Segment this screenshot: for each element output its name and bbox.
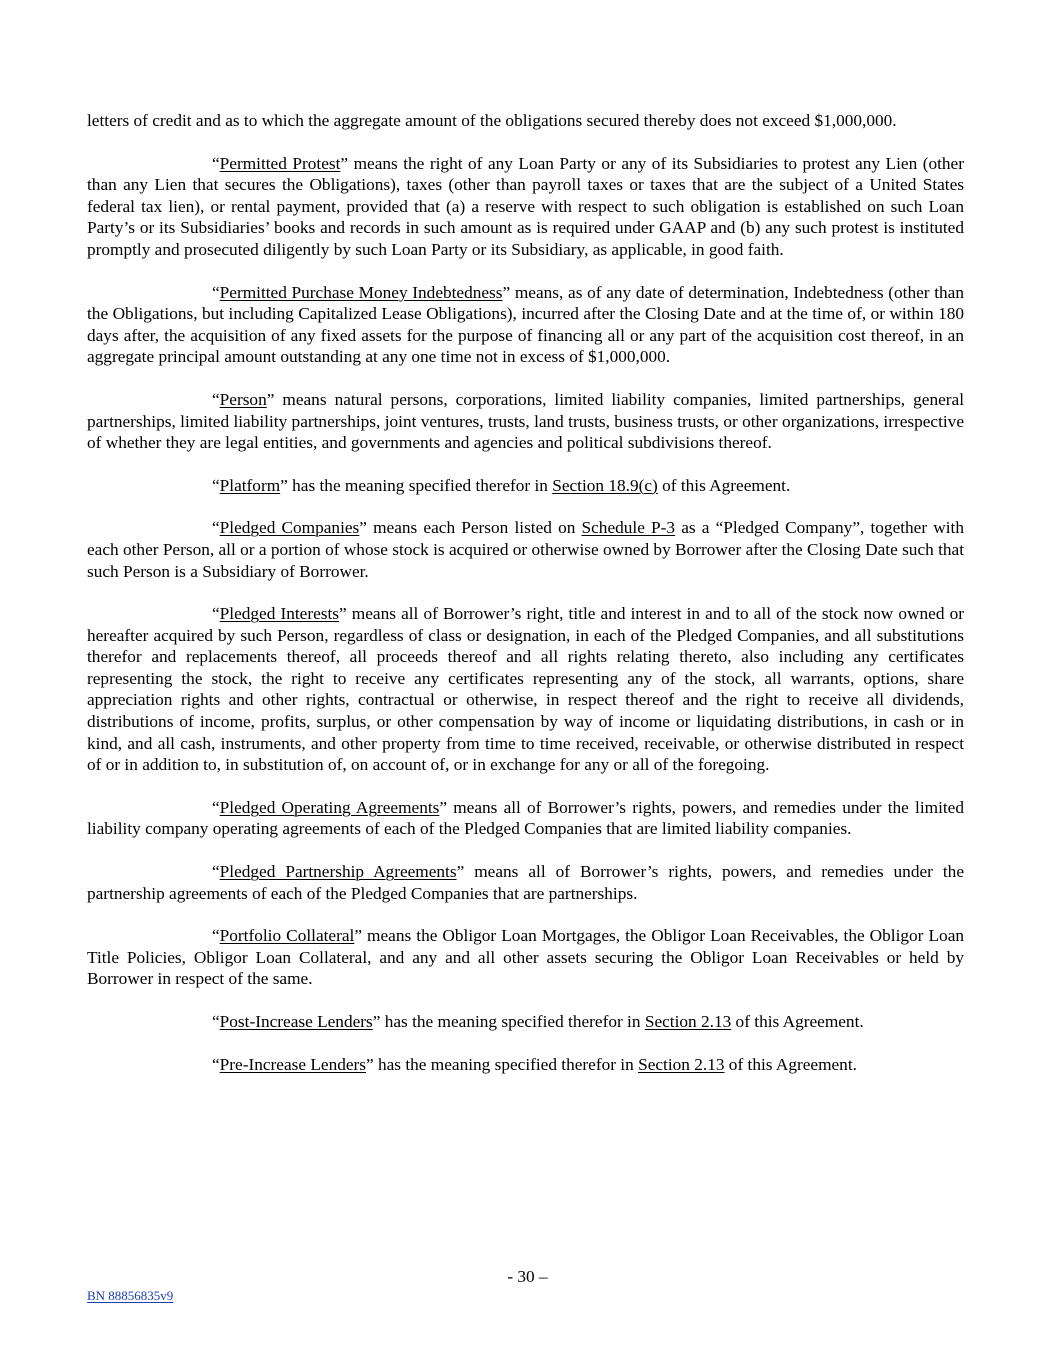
defined-term: Post-Increase Lenders bbox=[219, 1012, 373, 1031]
continuation-paragraph: letters of credit and as to which the aggregate amount of the obligations secured thereby does not exceed $1,000,000. bbox=[87, 111, 897, 130]
definition-text: means all of Borrower’s rights, powers, and remedies under the limited liability company operating agreements of each of the Pledged Companies that are limited liability companies. bbox=[87, 797, 964, 839]
defined-term: Platform bbox=[219, 475, 281, 495]
definition-text: means the Obligor Loan Mortgages, the Obligor Loan Receivables, the Obligor Loan Title Policies, Obligor Loan Collateral, and any and all other assets securing the Obligor Loan Receivables or held by Borrower in respect of the same. bbox=[87, 926, 965, 989]
page-number: - 30 – bbox=[507, 1267, 548, 1286]
definition-pledged-partnership-agreements: “Pledged Partnership Agreements” means all of Borrower’s rights, powers, and remedies under the partnership agreements of each of the Pledged Companies that are partnerships. bbox=[87, 862, 964, 903]
definition-text: means all of Borrower’s rights, powers, and remedies under the partnership agreements of each of the Pledged Companies that are partnerships. bbox=[87, 862, 964, 903]
definition-pledged-operating-agreements: “Pledged Operating Agreements” means all of Borrower’s rights, powers, and remedies under the limited liability company operating agreements of each of the Pledged Companies that are limited liability companies. bbox=[87, 797, 964, 839]
defined-term: Pledged Partnership Agreements bbox=[219, 862, 457, 882]
definition-permitted-protest: “Permitted Protest” means the right of any Loan Party or any of its Subsidiaries to protest any Lien (other than any Lien that secures the Obligations), taxes (other than payroll taxes or taxes that are the subject of a United States federal tax lien), or rental payment, provided that (a) a reserve with respect to such obligation is established on such Loan Party’s or its Subsidiaries’ books and records in such amount as is required under GAAP and (b) any such protest is instituted promptly and prosecuted diligently by such Loan Party or its Subsidiary, as applicable, in good faith. bbox=[87, 153, 964, 259]
defined-term: Permitted Protest bbox=[219, 153, 341, 173]
defined-term: Pledged Operating Agreements bbox=[219, 797, 440, 817]
defined-term: Pledged Interests bbox=[219, 604, 340, 624]
definition-pledged-interests: “Pledged Interests” means all of Borrower’s right, title and interest in and to all of the stock now owned or hereafter acquired by such Person, regardless of class or designation, in each of the Pledged Companies, and all substitutions therefor and replacements thereof, all proceeds thereof and all rights relating thereto, also including any certificates representing the stock, the right to receive any certificates representing any of the stock, all warrants, options, share appreciation rights and other rights, contractual or otherwise, in respect thereof and the right to receive all dividends, distributions of income, profits, surplus, or other compensation by way of income or liquidating distributions, in cash or in kind, and all cash, instruments, and other property from time to time received, receivable, or otherwise distributed in respect of or in addition to, in substitution of, on account of, or in exchange for any or all of the foregoing. bbox=[87, 604, 964, 775]
section-reference: Section 18.9(c) bbox=[552, 475, 658, 495]
defined-term: Pledged Companies bbox=[219, 518, 360, 538]
section-reference: Section 2.13 bbox=[644, 1012, 732, 1031]
definition-pre-increase-lenders: “Pre-Increase Lenders” has the meaning specified therefor in Section 2.13 of this Agreement. bbox=[212, 1054, 857, 1074]
definition-permitted-purchase-money-indebtedness: “Permitted Purchase Money Indebtedness” means, as of any date of determination, Indebtedness (other than the Obligations, but including Capitalized Lease Obligations), incurred after the Closing Date and at the time of, or within 180 days after, the acquisition of any fixed assets for the purpose of financing all or any part of the acquisition cost thereof, in an aggregate principal amount outstanding at any one time not in excess of $1,000,000. bbox=[87, 282, 964, 367]
section-reference: Section 2.13 bbox=[638, 1054, 725, 1074]
defined-term: Pre-Increase Lenders bbox=[219, 1054, 366, 1074]
definition-post-increase-lenders: “Post-Increase Lenders” has the meaning specified therefor in Section 2.13 of this Agreement. bbox=[212, 1012, 864, 1031]
definition-text: means all of Borrower’s right, title and interest in and to all of the stock now owned or hereafter acquired by such Person, regardless of class or designation, in each of the Pledged Companies, and all substitutions therefor and replacements thereof, all proceeds thereof and all rights relating thereto, also including any certificates representing the stock, the right to receive any certificates representing any of the stock, all warrants, options, share appreciation rights and other rights, contractual or otherwise, in respect thereof and the right to receive all dividends, distributions of income, profits, surplus, or other compensation by way of income or liquidating distributions, in cash or in kind, and all cash, instruments, and other property from time to time received, receivable, or otherwise distributed in respect of or in addition to, in substitution of, on account of, or in exchange for any or all of the foregoing. bbox=[87, 604, 964, 775]
definition-platform: “Platform” has the meaning specified therefor in Section 18.9(c) of this Agreement. bbox=[212, 475, 791, 495]
definition-pledged-companies: “Pledged Companies” means each Person listed on Schedule P-3 as a “Pledged Company”, together with each other Person, all or a portion of whose stock is acquired or otherwise owned by Borrower after the Closing Date such that such Person is a Subsidiary of Borrower. bbox=[87, 518, 964, 581]
defined-term: Permitted Purchase Money Indebtedness bbox=[219, 282, 503, 302]
document-id-link[interactable]: BN 88856835v9 bbox=[87, 1288, 174, 1303]
definition-portfolio-collateral: “Portfolio Collateral” means the Obligor Loan Mortgages, the Obligor Loan Receivables, the Obligor Loan Title Policies, Obligor Loan Collateral, and any and all other assets securing the Obligor Loan Receivables or held by Borrower in respect of the same. bbox=[87, 926, 965, 989]
defined-term: Person bbox=[219, 389, 267, 409]
definition-text: means, as of any date of determination, Indebtedness (other than the Obligations, but including Capitalized Lease Obligations), incurred after the Closing Date and at the time of, or within 180 days after, the acquisition of any fixed assets for the purpose of financing all or any part of the acquisition cost thereof, in an aggregate principal amount outstanding at any one time not in excess of $1,000,000. bbox=[87, 282, 964, 367]
defined-term: Portfolio Collateral bbox=[219, 926, 355, 946]
document-body bbox=[87, 110, 964, 1096]
definition-person: “Person” means natural persons, corporations, limited liability companies, limited partnerships, general partnerships, limited liability partnerships, joint ventures, trusts, land trusts, business trusts, or other organizations, irrespective of whether they are legal entities, and governments and agencies and political subdivisions thereof. bbox=[87, 389, 964, 453]
definition-text: means natural persons, corporations, limited liability companies, limited partnerships, general partnerships, limited liability partnerships, joint ventures, trusts, land trusts, business trusts, or other organizations, irrespective of whether they are legal entities, and governments and agencies and political subdivisions thereof. bbox=[87, 389, 964, 453]
schedule-reference: Schedule P-3 bbox=[581, 518, 676, 538]
definition-text: means the right of any Loan Party or any of its Subsidiaries to protest any Lien (other than any Lien that secures the Obligations), taxes (other than payroll taxes or taxes that are the subject of a United States federal tax lien), or rental payment, provided that (a) a reserve with respect to such obligation is established on such Loan Party’s or its Subsidiaries’ books and records in such amount as is required under GAAP and (b) any such protest is instituted promptly and prosecuted diligently by such Loan Party or its Subsidiary, as applicable, in good faith. bbox=[87, 153, 964, 259]
